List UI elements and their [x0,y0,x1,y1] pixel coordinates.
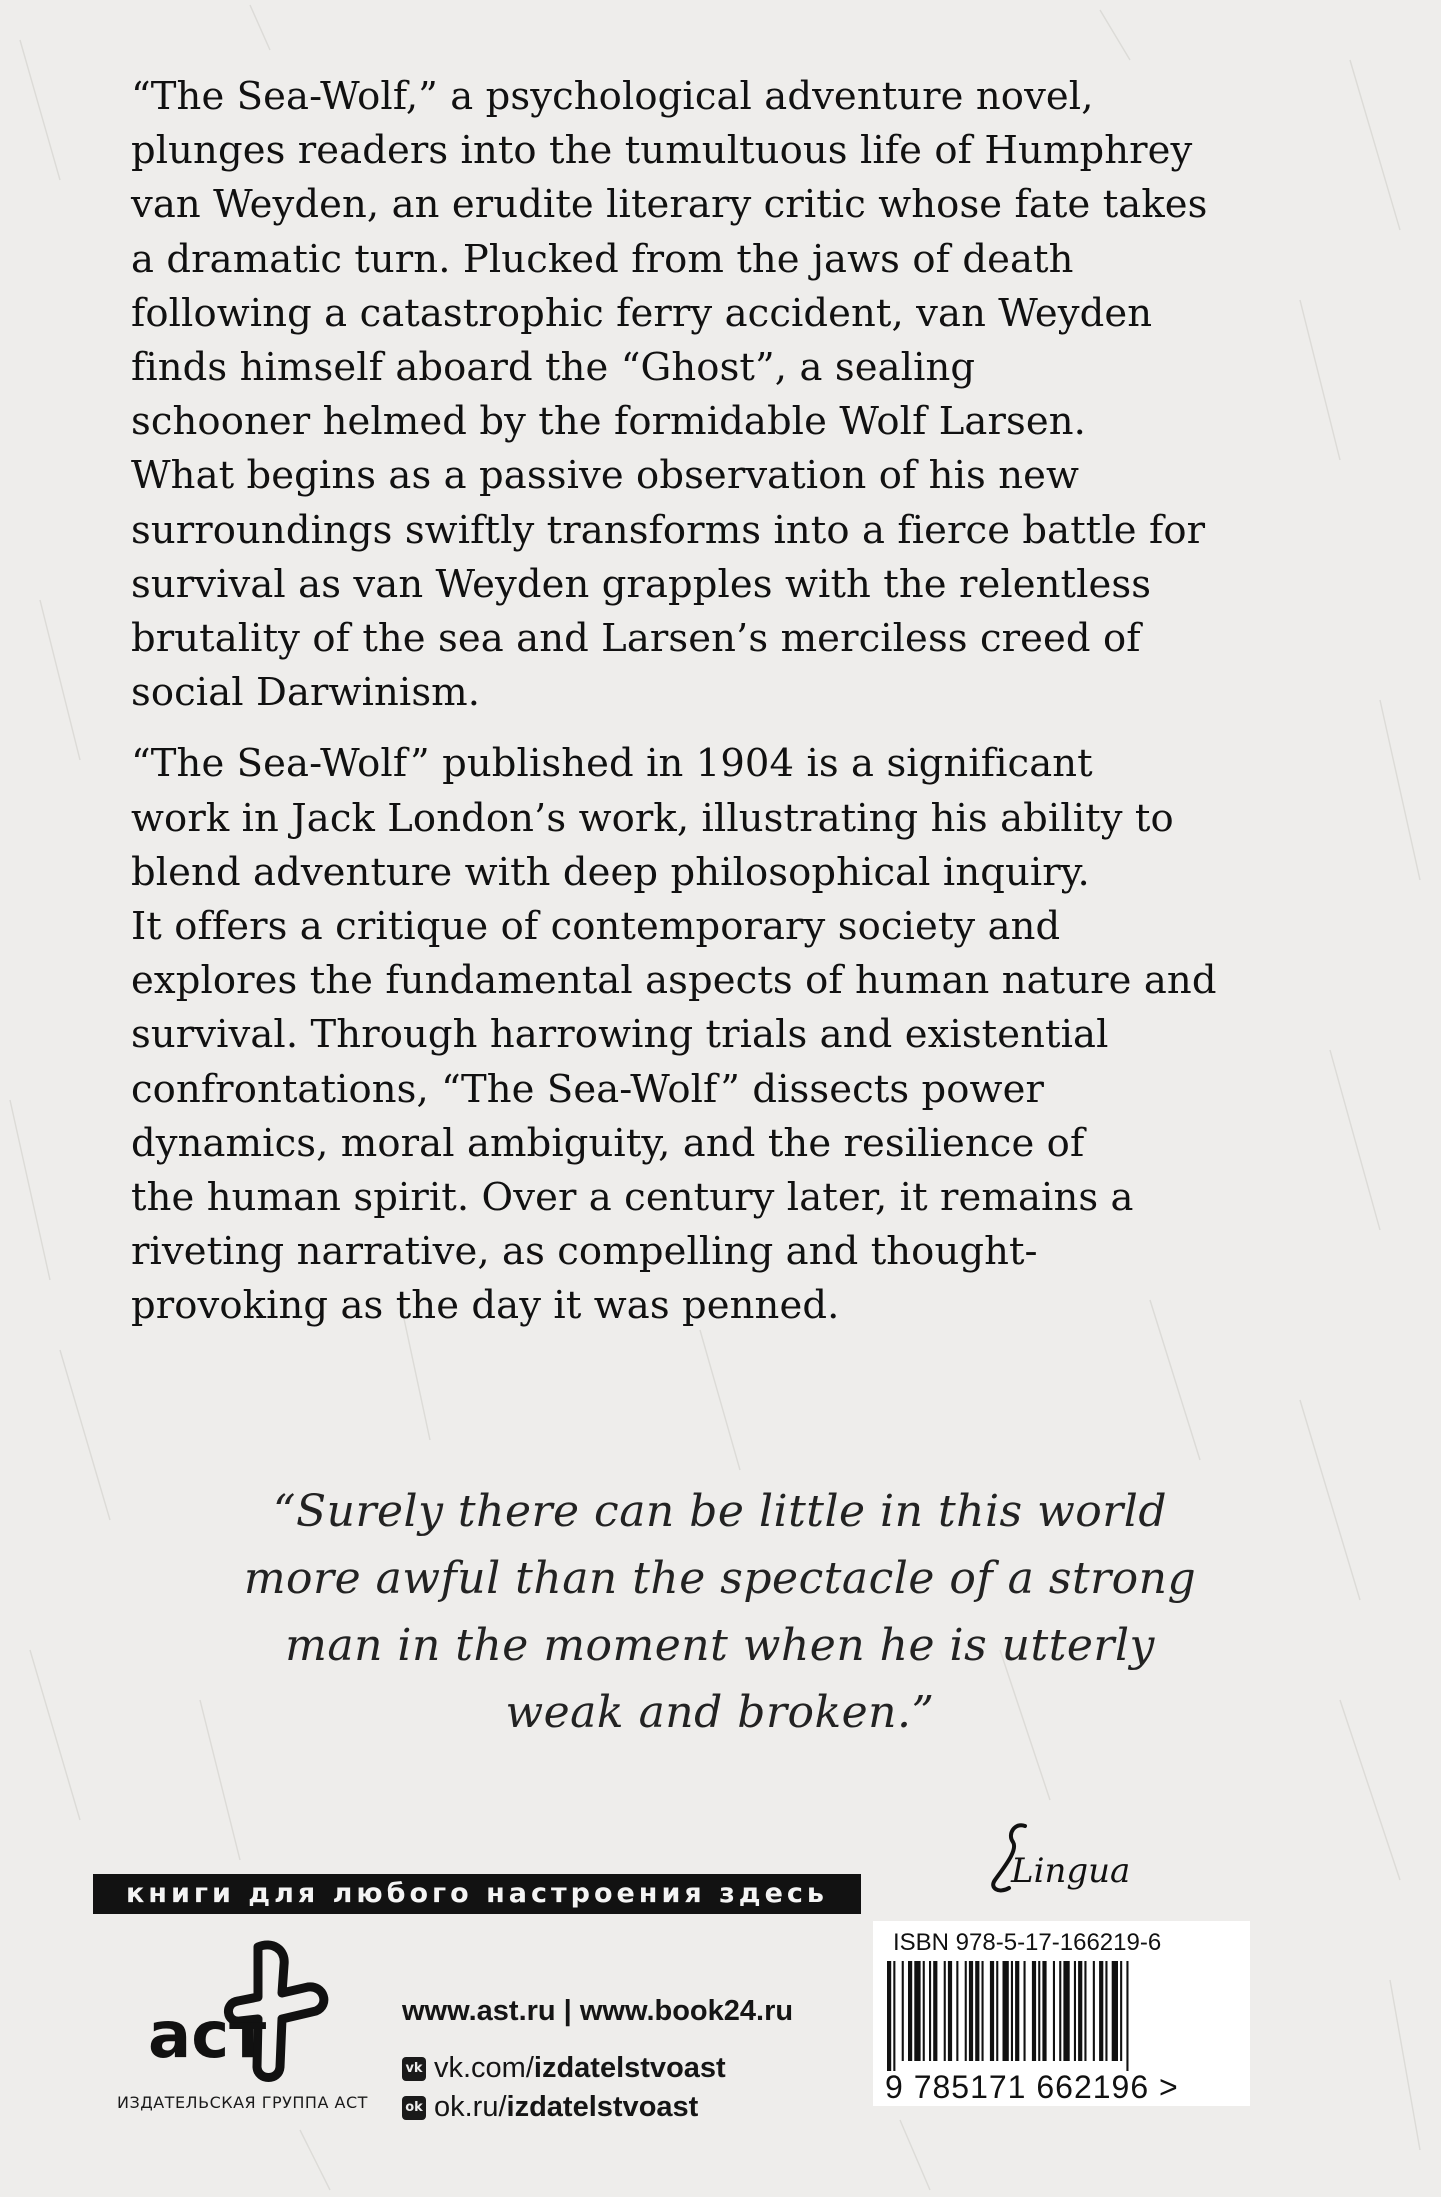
barcode-bar [1105,1961,1107,2061]
barcode-digits: 9 785171 662196 > [885,2069,1179,2105]
barcode-bar [929,1961,931,2061]
barcode-bar [933,1961,937,2061]
barcode-bar [1074,1961,1076,2061]
blurb-line: survival. Through harrowing trials and existential [131,1012,1109,1058]
blurb-line: work in Jack London’s work, illustrating his ability to [131,795,1174,841]
barcode-bar [887,1961,891,2071]
barcode-bar [948,1961,952,2061]
vk-link[interactable] [402,2052,726,2085]
barcode-bar [1038,1961,1040,2061]
barcode-bar [914,1961,920,2061]
pull-quote [120,1478,1320,1746]
barcode-bar [982,1961,984,2061]
lingua-logo-text: Lingua [1011,1851,1131,1891]
barcode-bar [1063,1961,1069,2061]
blurb-line: schooner helmed by the formidable Wolf Larsen. [131,399,1086,445]
blurb-line: a dramatic turn. Plucked from the jaws of death [131,236,1074,282]
barcode-bar [1053,1961,1055,2061]
blurb-line: the human spirit. Over a century later, it remains a [131,1175,1134,1221]
blurb-line: “The Sea-Wolf,” a psychological adventure novel, [131,74,1094,119]
barcode-bar [1042,1961,1046,2061]
blurb-line: riveting narrative, as compelling and thought- [131,1229,1038,1275]
blurb-line: finds himself aboard the “Ghost”, a sealing [131,345,976,391]
blurb-line: plunges readers into the tumultuous life of Humphrey [131,128,1193,174]
blurb-line: following a catastrophic ferry accident, van Weyden [131,290,1153,336]
barcode-bar [1120,1961,1122,2061]
blurb-line: It offers a critique of contemporary society and [131,904,1061,950]
barcode-bar [965,1961,967,2061]
barcode-bar [1112,1961,1118,2061]
publisher-caption: ИЗДАТЕЛЬСКАЯ ГРУППА АСТ [117,2093,368,2112]
quote-line: more awful than the spectacle of a strong [243,1553,1197,1604]
website-links[interactable]: www.ast.ru | www.book24.ru [402,1995,794,2027]
quote-line: weak and broken.” [505,1687,935,1738]
blurb-line: dynamics, moral ambiguity, and the resilience of [131,1120,1085,1166]
blurb-paragraph-1 [131,70,1281,720]
blurb-line: explores the fundamental aspects of human nature and [131,958,1217,1004]
barcode-bar [944,1961,946,2061]
blurb-line: surroundings swiftly transforms into a fierce battle for [131,507,1206,553]
blurb-line: confrontations, “The Sea-Wolf” dissects power [131,1066,1044,1112]
isbn-barcode-box [873,1921,1250,2106]
barcode-bar [1093,1961,1095,2061]
quote-line: man in the moment when he is utterly [285,1620,1155,1671]
barcode-bar [975,1961,979,2061]
barcode-bar [990,1961,994,2061]
barcode-bar [1003,1961,1009,2061]
barcode-bar [1024,1961,1026,2061]
barcode-bar [1032,1961,1036,2061]
barcode-bar [1059,1961,1061,2061]
barcode-bar [969,1961,973,2061]
barcode-bar [1126,1961,1128,2071]
blurb-text [131,70,1281,1351]
ok-icon: ok [402,2096,426,2120]
barcode-bar [908,1961,912,2061]
ast-logo [140,1935,340,2085]
barcode [885,1961,1237,2071]
ast-logo-text: аст [148,1999,267,2073]
barcode-bar [1011,1961,1013,2061]
blurb-paragraph-2 [131,737,1281,1333]
blurb-line: brutality of the sea and Larsen’s merciless creed of [131,616,1141,662]
barcode-bar [1084,1961,1086,2061]
blurb-line: van Weyden, an erudite literary critic whose fate takes [131,182,1208,228]
vk-prefix: vk.com/ [434,2052,534,2084]
blurb-line: blend adventure with deep philosophical inquiry. [131,849,1090,895]
blurb-line: What begins as a passive observation of his new [131,453,1080,499]
ok-link[interactable] [402,2091,698,2124]
ok-prefix: ok.ru/ [434,2091,507,2123]
ok-handle: izdatelstvoast [506,2091,699,2123]
quote-line: “Surely there can be little in this world [272,1486,1168,1537]
barcode-bar [923,1961,925,2061]
barcode-bar [902,1961,904,2061]
barcode-bar [1099,1961,1103,2061]
barcode-bar [956,1961,958,2061]
blurb-line: survival as van Weyden grapples with the relentless [131,561,1152,607]
vk-handle: izdatelstvoast [533,2052,726,2084]
isbn-number: ISBN 978-5-17-166219-6 [893,1929,1162,1956]
blurb-line: social Darwinism. [131,670,481,716]
slogan-banner: книги для любого настроения здесь [93,1874,861,1914]
vk-icon: vk [402,2057,426,2081]
lingua-logo [985,1820,1135,1900]
barcode-bar [893,1961,895,2071]
barcode-bar [996,1961,998,2061]
blurb-line: provoking as the day it was penned. [131,1283,840,1329]
blurb-line: “The Sea-Wolf” published in 1904 is a significant [131,741,1093,787]
barcode-bar [1078,1961,1082,2061]
barcode-bar [1015,1961,1019,2061]
